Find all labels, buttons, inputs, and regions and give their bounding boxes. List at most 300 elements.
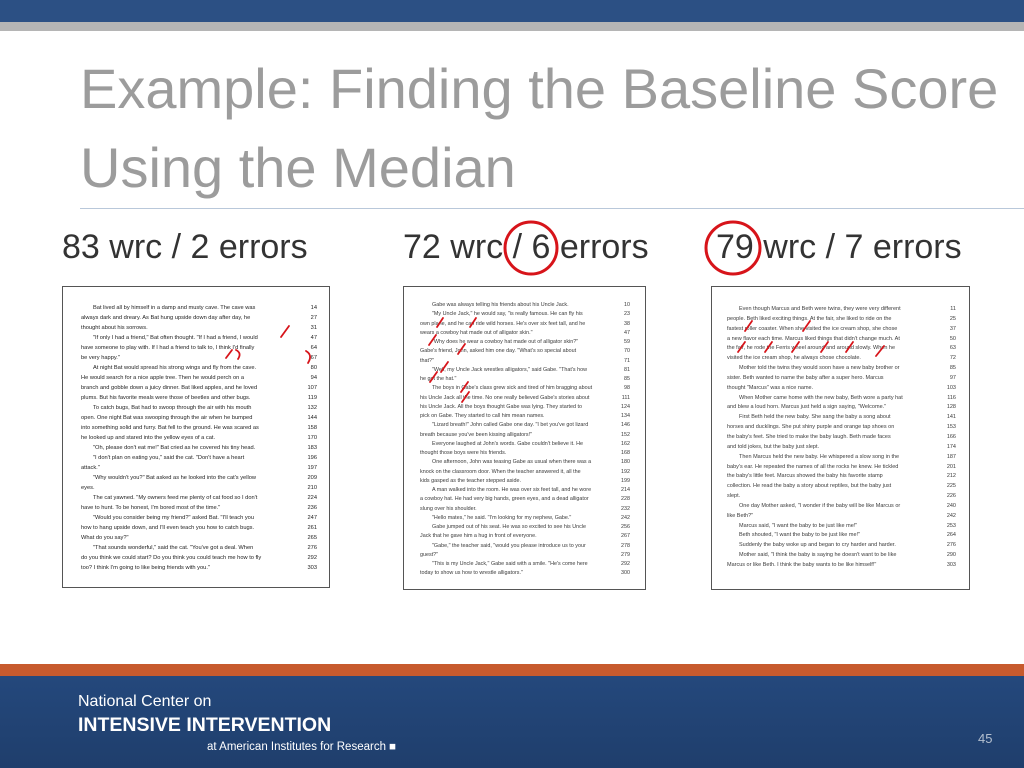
- passage-text: "If only I had a friend," Bat often thought. "If I had a friend, I would: [93, 335, 258, 341]
- passage-text: a cowboy hat. He had very big hands, green eyes, and a dead alligator: [420, 496, 589, 503]
- passage-line: [420, 384, 630, 393]
- word-count: 212: [946, 473, 956, 480]
- passage-paragraph: [727, 305, 956, 364]
- passage-line: [81, 483, 317, 493]
- passage-line: [420, 532, 630, 541]
- word-count: 132: [307, 405, 317, 411]
- passage-line: [81, 503, 317, 513]
- word-count: 47: [624, 329, 630, 336]
- word-count: 197: [307, 465, 317, 471]
- passage-paragraph: [420, 523, 630, 542]
- passage-text: be very happy.": [81, 355, 120, 361]
- word-count: 196: [307, 455, 317, 461]
- passage-text: a new flavor each time. Marcus liked things that didn't change much. At: [727, 335, 900, 342]
- passage-text: the baby's little feet. Marcus showed the baby his favorite stamp: [727, 473, 883, 480]
- passage-text: Marcus said, "I want the baby to be just like me!": [739, 522, 858, 529]
- logo-line-3: at American Institutes for Research ■: [207, 741, 397, 753]
- passage-text: he got the hat.": [420, 376, 457, 382]
- word-count: 226: [946, 493, 956, 500]
- word-count: 209: [307, 475, 317, 481]
- word-count: 303: [307, 565, 317, 571]
- word-count: 63: [949, 345, 956, 352]
- passage-line: [81, 553, 317, 563]
- word-count: 50: [949, 335, 956, 342]
- word-count: 81: [624, 366, 630, 373]
- word-count: 292: [621, 561, 630, 567]
- passage-text: Bat lived all by himself in a damp and musty cave. The cave was: [93, 305, 256, 311]
- word-count: 236: [307, 505, 317, 511]
- passage-text: thought about his sorrows.: [81, 325, 148, 331]
- passage-paragraph: [81, 303, 317, 333]
- passage-line: [81, 543, 317, 553]
- passage-line: [420, 329, 630, 338]
- passage-line: [727, 335, 956, 345]
- passage-paragraph: [727, 413, 956, 452]
- passage-line: [81, 513, 317, 523]
- word-count: 153: [946, 424, 956, 431]
- passage-line: [81, 363, 317, 373]
- word-count: 242: [621, 514, 630, 521]
- passage-paragraph: [81, 443, 317, 453]
- passage-text: Gabe's friend, John, asked him one day. "What's so special about: [420, 348, 577, 355]
- passage-text: Suddenly the baby woke up and began to cry harder and harder.: [739, 542, 896, 549]
- word-count: 59: [624, 339, 630, 345]
- passage-line: [727, 492, 956, 502]
- passage-text: he looked up and stared into the yellow eyes of a cat.: [81, 435, 216, 441]
- passage-text: Everyone laughed at John's words. Gabe couldn't believe it. He: [432, 440, 583, 447]
- passage-line: [81, 523, 317, 533]
- passage-line: [420, 477, 630, 486]
- passage-line: [420, 542, 630, 551]
- passage-text: thought those boys were his friends.: [420, 450, 507, 456]
- passage-text: do you think we could start? Do you think you could teach me how to fly: [81, 555, 262, 561]
- word-count: 128: [946, 404, 956, 411]
- word-count: 97: [949, 374, 956, 381]
- word-count: 116: [947, 394, 956, 401]
- passage-paragraph: [81, 513, 317, 543]
- word-count: 141: [946, 414, 956, 421]
- word-count: 25: [949, 315, 956, 322]
- passage-line: [420, 505, 630, 514]
- passage-line: [727, 472, 956, 482]
- passage-paragraph: [420, 338, 630, 366]
- word-count: 228: [621, 496, 630, 503]
- passage-paragraph: [420, 560, 630, 579]
- word-count: 162: [621, 440, 630, 447]
- passage-text: "My Uncle Jack," he would say, "is really famous. He can fly his: [432, 311, 583, 318]
- word-count: 72: [949, 355, 956, 362]
- passage-text: "Why wouldn't you?" Bat asked as he looked into the cat's yellow: [93, 475, 257, 481]
- passage-line: [727, 443, 956, 453]
- word-count: 267: [621, 533, 630, 540]
- passage-line: [727, 482, 956, 492]
- passage-line: [81, 303, 317, 313]
- passage-text: One day Mother asked, "I wonder if the baby will be like Marcus or: [739, 502, 901, 509]
- word-count: 279: [621, 551, 630, 558]
- probe-heading: 83 wrc / 2 errors: [62, 228, 308, 266]
- passage-line: [420, 449, 630, 458]
- passage-text: knock on the classroom door. When the teacher answered it, all the: [420, 468, 581, 475]
- passage-line: [81, 533, 317, 543]
- passage-line: [420, 421, 630, 430]
- word-count: 47: [310, 335, 317, 341]
- passage-text: sister. Beth wanted to name the baby after a super hero. Marcus: [727, 374, 884, 381]
- passage-line: [420, 403, 630, 412]
- word-count: 225: [946, 483, 956, 490]
- word-count: 232: [621, 505, 630, 512]
- passage-line: [81, 473, 317, 483]
- passage-text: people. Beth liked exciting things. At the fair, she liked to ride on the: [727, 315, 892, 322]
- word-count: 170: [307, 435, 317, 441]
- passage-line: [420, 357, 630, 366]
- probe-heading: 79 wrc / 7 errors: [716, 228, 962, 266]
- passage-text: the baby's feet. She tried to make the baby laugh. Beth made faces: [727, 433, 891, 440]
- passage-line: [727, 522, 956, 532]
- passage-paragraph: [420, 542, 630, 561]
- word-count: 134: [621, 413, 630, 419]
- passage-text: and told jokes, but the baby just slept.: [727, 443, 820, 450]
- passage-line: [727, 433, 956, 443]
- word-count: 70: [624, 348, 630, 355]
- word-count: 94: [310, 375, 317, 381]
- word-count: 71: [624, 357, 630, 364]
- passage-line: [420, 310, 630, 319]
- passage-paragraph: [81, 543, 317, 573]
- passage-paragraph: [727, 502, 956, 522]
- passage-text: like Beth?": [727, 512, 754, 519]
- passage-text: his Uncle Jack all the time. No one really believed Gabe's stories about: [420, 394, 590, 401]
- passage-line: [81, 323, 317, 333]
- passage-line: [420, 320, 630, 329]
- word-count: 67: [310, 355, 317, 361]
- word-count: 111: [621, 394, 630, 401]
- word-count: 144: [307, 415, 317, 421]
- passage-line: [420, 523, 630, 532]
- passage-text: Beth shouted, "I want the baby to be just like me!": [739, 532, 861, 539]
- passage-text: how to hang upside down, and I'll even teach you how to catch bugs.: [81, 525, 255, 531]
- passage-line: [420, 375, 630, 384]
- passage-text: Mother said, "I think the baby is saying he doesn't want to be like: [739, 552, 897, 559]
- passage-text: breath because you've been kissing alligators!": [420, 431, 533, 438]
- word-count: 303: [946, 561, 956, 568]
- word-count: 253: [946, 522, 956, 529]
- logo-line-2: INTENSIVE INTERVENTION: [78, 714, 332, 736]
- footer-accent-stripe: [0, 664, 1024, 676]
- passage-text: Even though Marcus and Beth were twins, they were very different: [739, 306, 901, 312]
- slide-title: Example: Finding the Baseline Score Using the Median: [80, 57, 999, 199]
- passage-paragraph: [81, 453, 317, 473]
- passage-text: The boys in Gabe's class grew sick and tired of him bragging about: [432, 385, 593, 392]
- passage-paragraph: [81, 403, 317, 443]
- passage-line: [727, 403, 956, 413]
- passage-text: kids gasped as the teacher stepped aside.: [420, 477, 521, 484]
- word-count: 247: [307, 515, 317, 521]
- passage-paragraph: [420, 440, 630, 459]
- passage-text: today to show us how to wrestle alligators.": [420, 570, 523, 577]
- passage-line: [727, 344, 956, 354]
- passage-paragraph: [420, 514, 630, 523]
- word-count: 214: [621, 487, 630, 493]
- passage-line: [81, 373, 317, 383]
- passage-line: [81, 493, 317, 503]
- word-count: 192: [621, 468, 630, 475]
- passage-line: [420, 301, 630, 310]
- word-count: 224: [307, 495, 317, 501]
- passage-paragraph: [81, 363, 317, 403]
- passage-line: [420, 458, 630, 467]
- word-count: 300: [621, 570, 630, 577]
- passage-text: collection. He read the baby a story about reptiles, but the baby just: [727, 483, 892, 490]
- passage-text: eyes.: [81, 485, 95, 491]
- passage-text: What do you say?": [81, 535, 129, 541]
- passage-line: [420, 551, 630, 560]
- passage-text: "Hello mates," he said. "I'm looking for my nephew, Gabe.": [432, 514, 572, 521]
- word-count: 264: [946, 532, 956, 539]
- word-count: 180: [621, 459, 630, 466]
- word-count: 276: [307, 545, 317, 551]
- passage-text: Mother told the twins they would soon have a new baby brother or: [739, 365, 900, 372]
- word-count: 103: [946, 384, 956, 391]
- passage-text: To catch bugs, Bat had to swoop through the air with his mouth: [93, 405, 252, 411]
- word-count: 256: [621, 524, 630, 530]
- passage-paragraph: [727, 551, 956, 571]
- passage-paragraph: [727, 541, 956, 551]
- passage-paragraph: [420, 310, 630, 338]
- word-count: 276: [946, 542, 956, 549]
- passage-line: [81, 333, 317, 343]
- top-accent-stripe: [0, 22, 1024, 31]
- word-count: 80: [310, 365, 317, 371]
- passage-paragraph: [81, 473, 317, 493]
- passage-line: [727, 502, 956, 512]
- passage-paragraph: [420, 366, 630, 385]
- passage-line: [727, 551, 956, 561]
- passage-line: [727, 423, 956, 433]
- passage-text: The cat yawned. "My owners feed me plenty of cat food so I don't: [93, 495, 258, 501]
- passage-text: too? I think I'm going to like being friends with you.": [81, 565, 210, 571]
- passage-line: [727, 364, 956, 374]
- passage-line: [727, 315, 956, 325]
- word-count: 124: [621, 403, 630, 410]
- word-count: 242: [946, 512, 956, 519]
- passage-line: [727, 394, 956, 404]
- passage-line: [81, 343, 317, 353]
- passage-text: open. One night Bat was swooping through the air when he bumped: [81, 415, 253, 421]
- passage-text: the fair, he rode the Ferris wheel around and around slowly. When he: [727, 345, 896, 352]
- word-count: 38: [624, 320, 630, 327]
- word-count: 240: [946, 502, 956, 509]
- word-count: 11: [950, 306, 956, 312]
- passage-paragraph: [420, 458, 630, 486]
- passage-line: [727, 354, 956, 364]
- top-banner: [0, 0, 1024, 22]
- word-count: 166: [946, 433, 956, 440]
- passage-text: "This is my Uncle Jack," Gabe said with a smile. "He's come here: [432, 561, 588, 567]
- passage-text: have someone to play with. If I had a friend to talk to, I think I'd finally: [81, 345, 255, 351]
- word-count: 261: [307, 525, 317, 531]
- passage-text: plums. But his favorite meals were those of beetles and other bugs.: [81, 395, 251, 401]
- passage-line: [420, 394, 630, 403]
- word-count: 31: [310, 325, 317, 331]
- word-count: 64: [310, 345, 317, 351]
- passage-line: [727, 413, 956, 423]
- passage-text: guest?": [420, 551, 439, 558]
- passage-text: that?": [420, 357, 434, 364]
- passage-text: Gabe was always telling his friends about his Uncle Jack.: [432, 302, 569, 308]
- passage-text: have to hunt. To be honest, I'm bored most of the time.": [81, 505, 221, 511]
- title-divider: [80, 208, 1024, 209]
- passage-line: [727, 463, 956, 473]
- word-count: 107: [307, 385, 317, 391]
- passage-line: [727, 325, 956, 335]
- passage-line: [727, 512, 956, 522]
- passage-line: [420, 338, 630, 347]
- word-count: 187: [946, 453, 956, 460]
- logo-line-1: National Center on: [78, 693, 212, 710]
- passage-text: attack.": [81, 465, 100, 471]
- passage-line: [81, 313, 317, 323]
- passage-text: "I don't plan on eating you," said the cat. "Don't have a heart: [93, 455, 245, 461]
- word-count: 201: [946, 463, 956, 470]
- word-count: 14: [310, 305, 317, 311]
- passage-text: "That sounds wonderful," said the cat. "You've got a deal. When: [93, 545, 254, 551]
- word-count: 98: [624, 385, 630, 392]
- word-count: 199: [621, 477, 630, 484]
- word-count: 210: [307, 485, 317, 491]
- word-count: 23: [624, 311, 630, 318]
- passage-line: [81, 353, 317, 363]
- passage-text: Jack that he gave him a hug in front of everyone.: [420, 533, 537, 540]
- word-count: 85: [949, 365, 956, 372]
- passage-line: [727, 384, 956, 394]
- passage-line: [420, 514, 630, 523]
- passage-text: "Why does he wear a cowboy hat made out of alligator skin?": [432, 339, 579, 345]
- passage-paragraph: [727, 522, 956, 532]
- passage-text: wears a cowboy hat made out of alligator skin.": [420, 329, 533, 336]
- passage-text: One afternoon, John was teasing Gabe as usual when there was a: [432, 459, 592, 466]
- passage-text: visited the ice cream shop, he always chose chocolate.: [727, 355, 861, 362]
- passage-line: [420, 569, 630, 578]
- passage-text: "Lizard breath!" John called Gabe one day. "I bet you've got lizard: [432, 422, 589, 429]
- word-count: 37: [949, 325, 956, 332]
- passage-text: "Would you consider being my friend?" asked Bat. "I'll teach you: [93, 515, 255, 521]
- passage-text: "Gabe," the teacher said, "would you please introduce us to your: [432, 542, 586, 549]
- word-count: 85: [624, 376, 630, 382]
- passage-text: A man walked into the room. He was over six feet tall, and he wore: [432, 487, 592, 493]
- word-count: 146: [621, 422, 630, 429]
- passage-text: slung over his shoulder.: [420, 505, 477, 512]
- passage-line: [420, 412, 630, 421]
- word-count: 265: [307, 535, 317, 541]
- passage-paragraph: [727, 453, 956, 502]
- word-count: 119: [307, 395, 317, 401]
- passage-image: [403, 286, 646, 590]
- passage-line: [420, 468, 630, 477]
- passage-paragraph: [420, 421, 630, 440]
- passage-text: slept.: [727, 493, 741, 500]
- passage-text: Marcus or like Beth. I think the baby wants to be like himself!": [727, 561, 877, 568]
- passage-image: [62, 286, 330, 588]
- passage-line: [81, 463, 317, 473]
- passage-text: When Mother came home with the new baby, Beth wore a party hat: [739, 394, 903, 401]
- word-count: 27: [310, 315, 317, 321]
- word-count: 158: [307, 425, 317, 431]
- word-count: 183: [307, 445, 317, 451]
- passage-line: [727, 541, 956, 551]
- word-count: 168: [621, 450, 630, 456]
- word-count: 290: [946, 552, 956, 559]
- passage-text: Gabe jumped out of his seat. He was so excited to see his Uncle: [432, 524, 587, 530]
- passage-paragraph: [81, 493, 317, 513]
- word-count: 174: [946, 443, 956, 450]
- passage-text: own plane, and he can ride wild horses. He's over six feet tall, and he: [420, 320, 586, 327]
- passage-line: [727, 561, 956, 571]
- passage-line: [420, 347, 630, 356]
- passage-line: [81, 413, 317, 423]
- passage-text: always dark and dreary. As Bat hung upside down day after day, he: [81, 315, 251, 321]
- passage-line: [81, 443, 317, 453]
- passage-paragraph: [81, 333, 317, 363]
- passage-text: baby's ear. He repeated the names of all the rocks he knew. He tickled: [727, 463, 899, 470]
- passage-line: [81, 423, 317, 433]
- passage-line: [81, 403, 317, 413]
- word-count: 152: [621, 431, 630, 438]
- word-count: 292: [307, 555, 317, 561]
- passage-text: He would search for a nice apple tree. Then he would perch on a: [81, 375, 245, 381]
- passage-line: [420, 560, 630, 569]
- passage-paragraph: [727, 531, 956, 541]
- passage-paragraph: [420, 301, 630, 310]
- passage-line: [727, 453, 956, 463]
- passage-line: [727, 531, 956, 541]
- passage-text: horses and ducklings. She put shiny purple and orange tap shoes on: [727, 424, 895, 431]
- passage-text: his Uncle Jack. All the boys thought Gabe was lying. They started to: [420, 403, 583, 410]
- passage-line: [420, 486, 630, 495]
- word-count: 10: [624, 302, 630, 308]
- passage-line: [81, 453, 317, 463]
- passage-line: [81, 563, 317, 573]
- passage-line: [727, 374, 956, 384]
- passage-line: [81, 433, 317, 443]
- passage-paragraph: [420, 486, 630, 514]
- passage-line: [420, 366, 630, 375]
- passage-paragraph: [727, 394, 956, 414]
- page-number: 45: [978, 731, 993, 746]
- passage-line: [420, 431, 630, 440]
- passage-text: into something solid and furry. Bat fell to the ground. He was scared as: [81, 425, 259, 431]
- passage-text: thought "Marcus" was a nice name.: [727, 384, 814, 391]
- passage-text: pick on Gabe. They started to call him mean names.: [420, 413, 545, 419]
- passage-line: [727, 305, 956, 315]
- probe-heading: 72 wrc / 6 errors: [403, 228, 649, 266]
- passage-text: "Well, my Uncle Jack wrestles alligators," said Gabe. "That's how: [432, 366, 587, 373]
- passage-line: [420, 440, 630, 449]
- passage-text: and blew a loud horn. Marcus just held a sign saying, "Welcome.": [727, 404, 887, 411]
- passage-line: [81, 393, 317, 403]
- passage-text: First Beth held the new baby. She sang the baby a song about: [739, 414, 891, 421]
- passage-line: [420, 495, 630, 504]
- passage-paragraph: [727, 364, 956, 394]
- passage-text: fastest roller coaster. When she visited the ice cream shop, she chose: [727, 325, 898, 332]
- passage-paragraph: [420, 384, 630, 421]
- passage-line: [81, 383, 317, 393]
- word-count: 278: [621, 542, 630, 549]
- passage-text: At night Bat would spread his strong wings and fly from the cave.: [93, 365, 257, 371]
- passage-text: Then Marcus held the new baby. He whispered a slow song in the: [739, 453, 900, 460]
- passage-text: branch and gobble down a juicy dinner. Bat liked apples, and he loved: [81, 385, 258, 391]
- passage-text: "Oh, please don't eat me!" Bat cried as he covered his tiny head.: [93, 445, 256, 451]
- passage-image: [711, 286, 970, 590]
